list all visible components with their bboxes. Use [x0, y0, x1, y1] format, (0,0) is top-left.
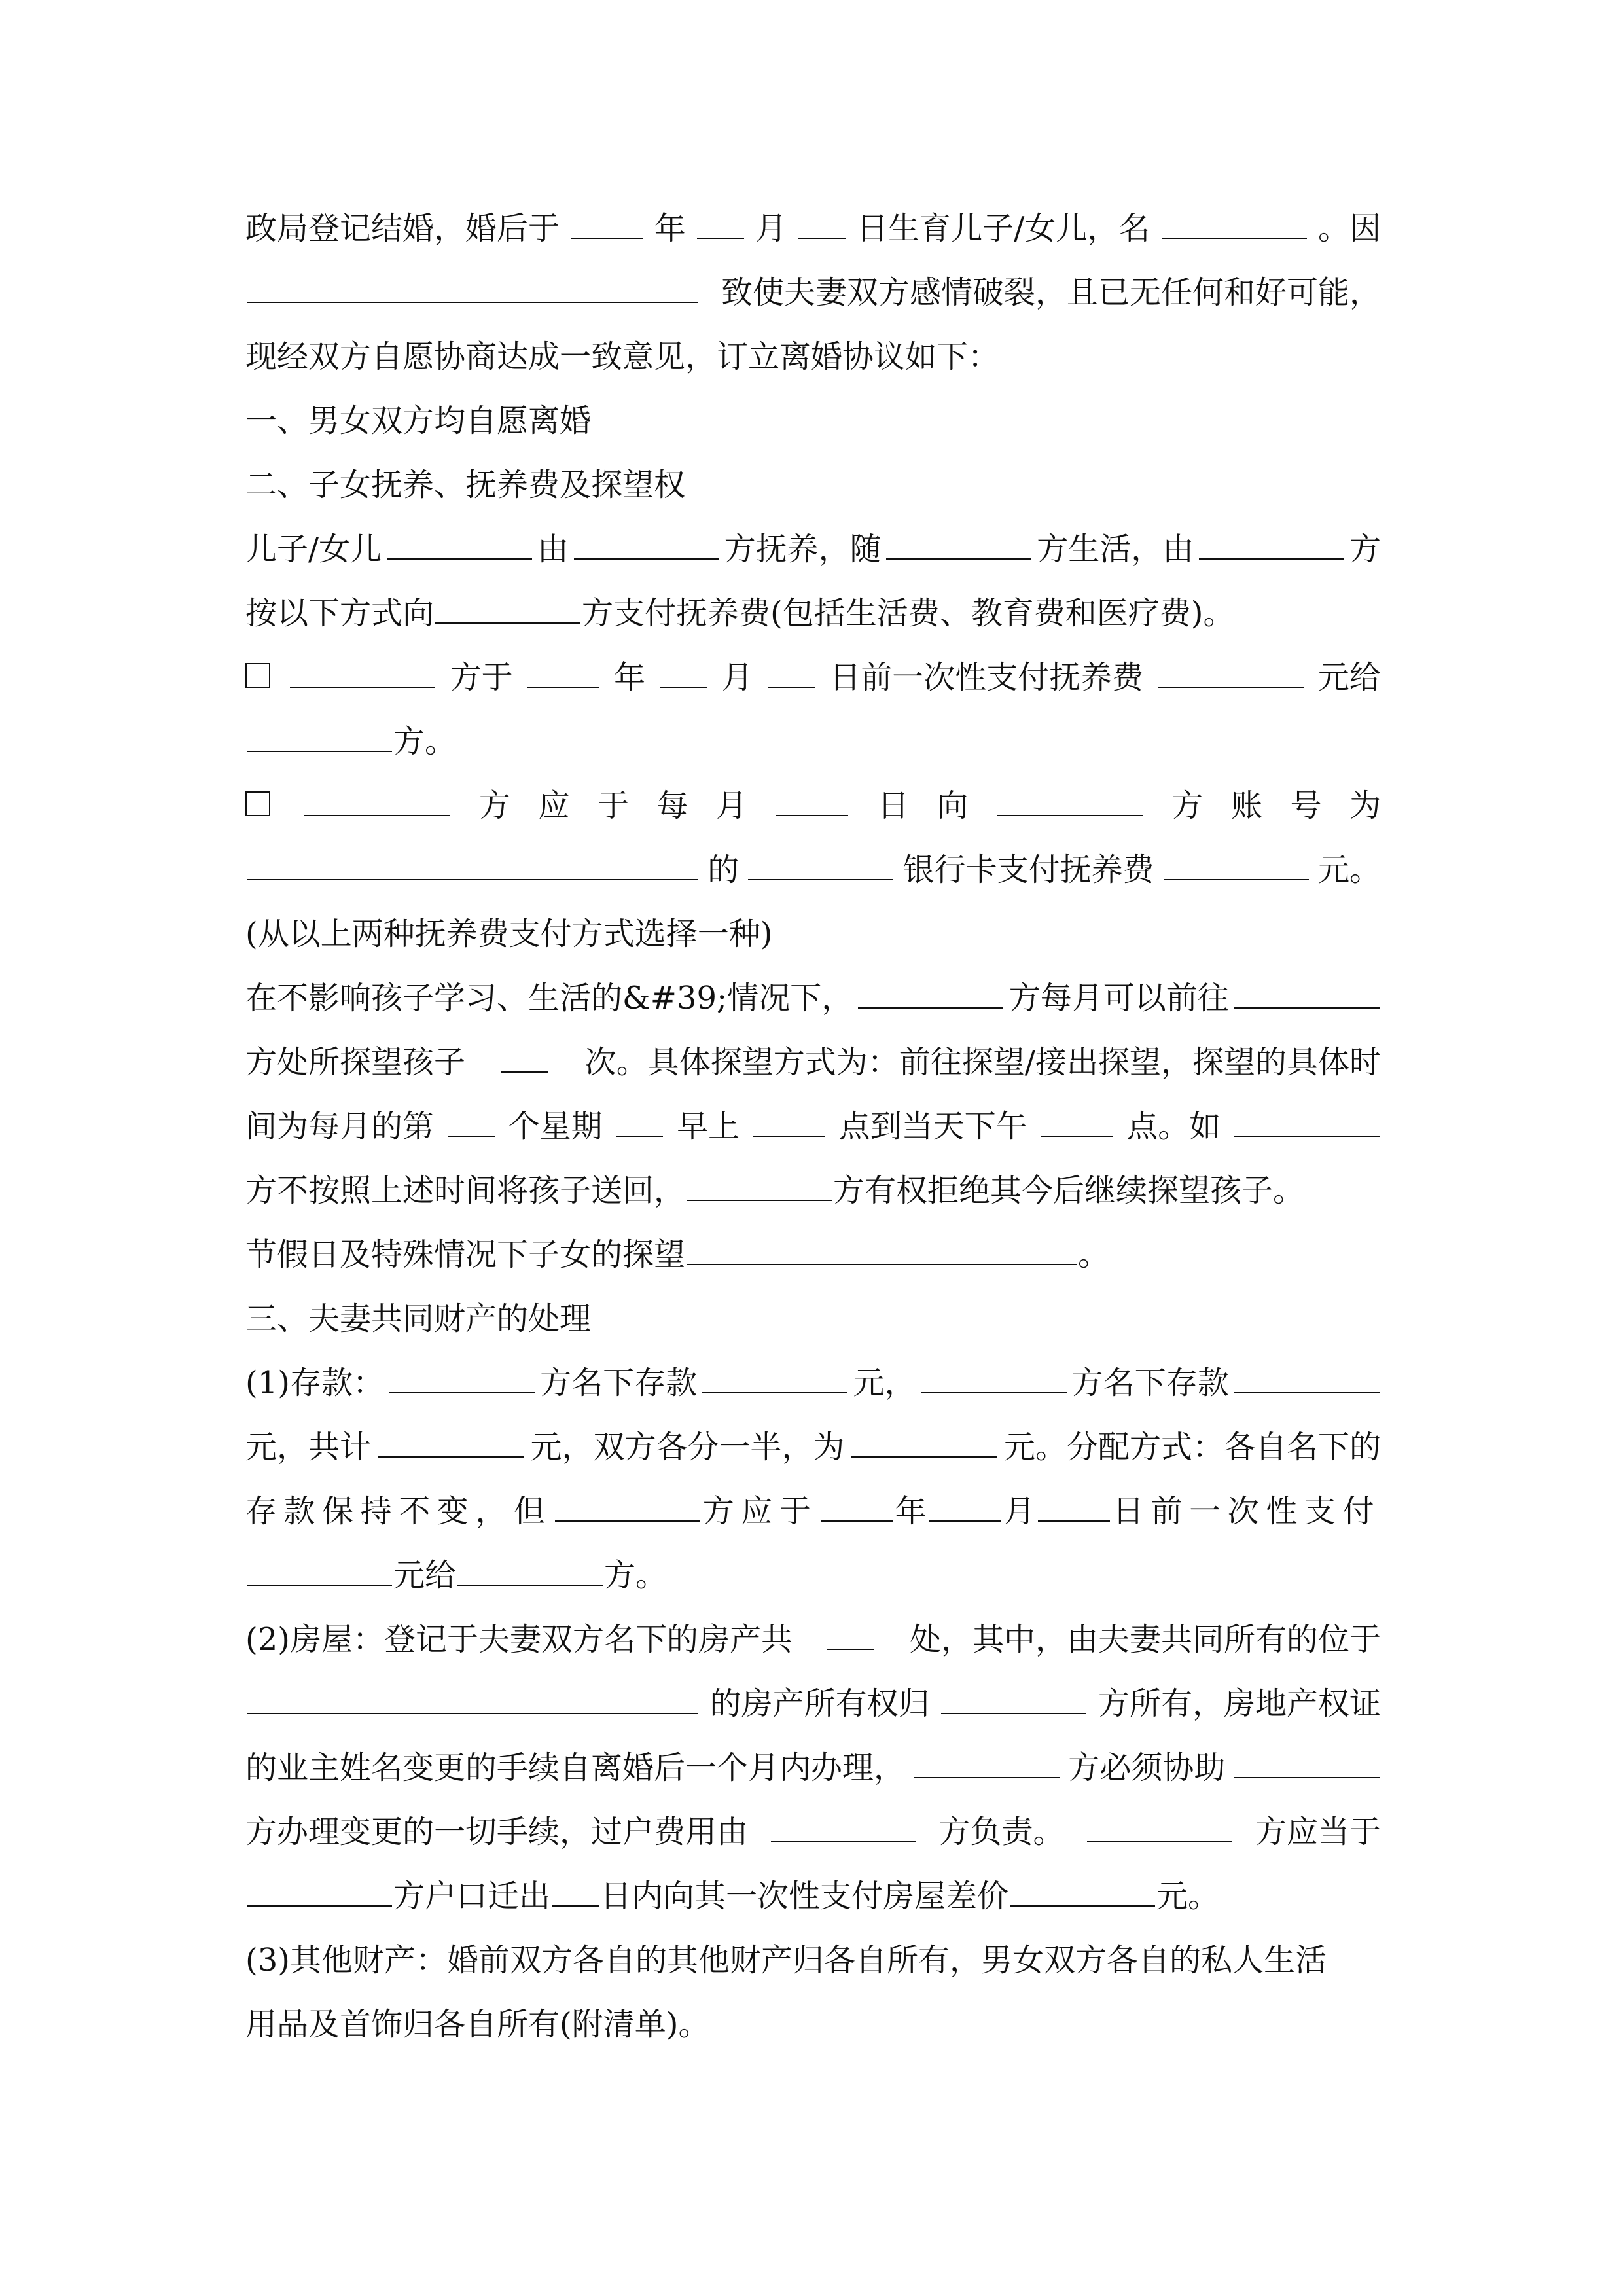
text-segment: 于	[597, 787, 629, 824]
text-segment: 用品及首饰归各自所有(附清单)。	[245, 2006, 710, 2043]
text-segment: 年	[654, 210, 686, 247]
section-heading	[245, 453, 1381, 517]
text-segment: 点到当天下午	[838, 1108, 1027, 1145]
blank-field	[1234, 967, 1380, 1009]
blank-field	[921, 1352, 1067, 1393]
text-segment: 方必须协助	[1068, 1749, 1226, 1786]
blank-property-address	[247, 1672, 698, 1714]
text-segment: 日前一次性支付抚养费	[829, 659, 1144, 696]
text-line	[245, 966, 1381, 1030]
blank-field	[771, 1801, 916, 1842]
text-line	[245, 196, 1381, 260]
text-segment: 元，	[853, 1365, 916, 1401]
text-line	[245, 1543, 1381, 1607]
blank-reason	[247, 261, 698, 303]
text-segment: 。因	[1317, 210, 1381, 247]
blank-field	[435, 582, 580, 624]
text-segment: (2)房屋：登记于夫妻双方名下的房产共	[245, 1621, 793, 1658]
text-segment: (3)其他财产：婚前双方各自的其他财产归各自所有，男女双方各自的私人生活	[245, 1942, 1327, 1979]
text-segment: 每	[656, 787, 688, 824]
blank-half	[851, 1416, 997, 1458]
text-segment: 元给	[393, 1557, 457, 1594]
text-segment: 账	[1230, 787, 1262, 824]
text-segment: 方	[1171, 787, 1204, 824]
blank-day	[798, 197, 846, 239]
text-segment: 方生活，由	[1037, 531, 1194, 567]
text-line	[245, 838, 1381, 902]
text-segment: 银行卡支付抚养费	[902, 852, 1154, 888]
text-segment: 月	[715, 787, 747, 824]
text-segment: (1)存款：	[245, 1365, 384, 1401]
blank-bank-name	[748, 838, 893, 880]
text-line	[245, 709, 1381, 774]
text-line	[245, 1415, 1381, 1479]
blank-start-hour	[753, 1095, 825, 1137]
text-segment: (从以上两种抚养费支付方式选择一种)	[245, 916, 773, 952]
text-segment: 方名下存款	[540, 1365, 698, 1401]
text-segment: 元。	[1317, 852, 1381, 888]
section-heading	[245, 1287, 1381, 1351]
text-segment: 号	[1290, 787, 1322, 824]
text-segment: 在不影响孩子学习、生活的&#39;情况下，	[245, 980, 853, 1016]
text-segment: 日前一次性支付	[1113, 1493, 1381, 1530]
section-heading	[245, 389, 1381, 453]
text-segment: 元给	[1317, 659, 1381, 696]
text-line	[245, 260, 1381, 325]
text-segment: 应	[538, 787, 570, 824]
text-line	[245, 1094, 1381, 1158]
text-segment: 现经双方自愿协商达成一致意见，订立离婚协议如下：	[245, 338, 1000, 375]
text-segment: 早上	[677, 1108, 740, 1145]
agreement-body	[245, 196, 1381, 2056]
blank-field	[941, 1672, 1086, 1714]
blank-month	[660, 646, 707, 688]
text-segment: 节假日及特殊情况下子女的探望	[245, 1236, 686, 1273]
blank-amount	[1234, 1352, 1380, 1393]
blank-field	[1087, 1801, 1232, 1842]
text-segment: 方名下存款	[1071, 1365, 1229, 1401]
blank-holiday-arrangement	[687, 1223, 1077, 1265]
text-line	[245, 645, 1381, 709]
text-segment: 年	[614, 659, 646, 696]
blank-count	[501, 1031, 548, 1073]
text-segment: 一、男女双方均自愿离婚	[245, 403, 592, 439]
blank-field	[858, 967, 1003, 1009]
blank-field	[687, 1159, 832, 1201]
blank-day	[776, 774, 848, 816]
text-line	[245, 902, 1381, 966]
text-segment: 政局登记结婚，婚后于	[245, 210, 560, 247]
text-segment: 方应于	[702, 1493, 818, 1530]
text-segment: 儿子/女儿	[245, 531, 382, 567]
blank-field	[997, 774, 1143, 816]
blank-amount	[702, 1352, 847, 1393]
blank-day	[768, 646, 815, 688]
text-segment: 方。	[393, 723, 457, 760]
text-segment: 方有权拒绝其今后继续探望孩子。	[833, 1172, 1305, 1209]
text-segment: 方处所探望孩子	[245, 1044, 466, 1081]
blank-weekday	[616, 1095, 663, 1137]
blank-count	[827, 1608, 874, 1650]
text-segment: 方抚养，随	[724, 531, 882, 567]
text-segment: 方于	[450, 659, 513, 696]
blank-field	[290, 646, 435, 688]
payment-option-checkbox[interactable]	[245, 791, 270, 816]
text-segment: 日生育儿子/女儿，名	[857, 210, 1150, 247]
text-segment: 。	[1078, 1236, 1110, 1273]
blank-month	[697, 197, 744, 239]
blank-field	[574, 518, 719, 560]
text-segment: 二、子女抚养、抚养费及探望权	[245, 467, 686, 503]
blank-field	[457, 1544, 603, 1586]
text-segment: 方每月可以前往	[1008, 980, 1229, 1016]
text-segment: 元。	[1156, 1878, 1220, 1914]
blank-year	[527, 646, 599, 688]
text-segment: 元，双方各分一半，为	[530, 1429, 845, 1465]
payment-option-checkbox[interactable]	[245, 663, 270, 688]
blank-account-number	[247, 838, 698, 880]
blank-month	[929, 1480, 1001, 1522]
text-line	[245, 1479, 1381, 1543]
text-line	[245, 581, 1381, 645]
text-line	[245, 1864, 1381, 1928]
text-segment: 存款保持不变，但	[245, 1493, 552, 1530]
blank-day	[1038, 1480, 1110, 1522]
text-segment: 方	[1349, 531, 1381, 567]
blank-amount	[1164, 838, 1309, 880]
text-line	[245, 1223, 1381, 1287]
text-segment: 月	[1003, 1493, 1035, 1530]
text-line	[245, 1351, 1381, 1415]
text-line	[245, 325, 1381, 389]
text-segment: 方办理变更的一切手续，过户费用由	[245, 1814, 749, 1850]
text-segment: 月	[755, 210, 787, 247]
text-segment: 方应当于	[1255, 1814, 1381, 1850]
text-line	[245, 774, 1381, 838]
text-segment: 间为每月的第	[245, 1108, 435, 1145]
text-segment: 个星期	[508, 1108, 603, 1145]
blank-field	[247, 1865, 392, 1907]
text-segment: 的业主姓名变更的手续自离婚后一个月内办理，	[245, 1749, 906, 1786]
text-line	[245, 1607, 1381, 1672]
blank-amount	[247, 1544, 392, 1586]
blank-field	[387, 518, 532, 560]
text-segment: 日	[877, 787, 909, 824]
blank-days	[552, 1865, 599, 1907]
text-segment: 方不按照上述时间将孩子送回，	[245, 1172, 686, 1209]
blank-amount	[1010, 1865, 1155, 1907]
text-segment: 由	[537, 531, 569, 567]
text-line	[245, 1928, 1381, 1992]
text-segment: 元。分配方式：各自名下的	[1003, 1429, 1381, 1465]
blank-field	[886, 518, 1031, 560]
text-segment: 月	[721, 659, 753, 696]
blank-field	[1234, 1095, 1380, 1137]
text-line	[245, 517, 1381, 581]
text-segment: 致使夫妻双方感情破裂，且已无任何和好可能，	[721, 274, 1381, 311]
blank-field	[1199, 518, 1344, 560]
text-line	[245, 1030, 1381, 1094]
blank-field	[914, 1736, 1060, 1778]
blank-year	[571, 197, 643, 239]
text-line	[245, 1992, 1381, 2056]
blank-end-hour	[1041, 1095, 1113, 1137]
blank-total	[378, 1416, 524, 1458]
text-line	[245, 1800, 1381, 1864]
text-segment: 三、夫妻共同财产的处理	[245, 1300, 592, 1337]
blank-field	[389, 1352, 535, 1393]
blank-field	[555, 1480, 700, 1522]
text-segment: 方	[478, 787, 510, 824]
blank-child-name	[1162, 197, 1307, 239]
text-segment: 方负责。	[938, 1814, 1065, 1850]
blank-year	[821, 1480, 893, 1522]
text-line	[245, 1672, 1381, 1736]
text-segment: 按以下方式向	[245, 595, 435, 632]
text-segment: 的房产所有权归	[709, 1685, 930, 1722]
text-segment: 元，共计	[245, 1429, 372, 1465]
text-segment: 年	[895, 1493, 927, 1530]
text-segment: 方支付抚养费(包括生活费、教育费和医疗费)。	[582, 595, 1235, 632]
blank-amount	[1158, 646, 1304, 688]
text-segment: 点。如	[1126, 1108, 1221, 1145]
text-line	[245, 1158, 1381, 1223]
text-segment: 次。具体探望方式为：前往探望/接出探望，探望的具体时	[584, 1044, 1381, 1081]
text-segment: 为	[1349, 787, 1381, 824]
text-segment: 方所有，房地产权证	[1097, 1685, 1381, 1722]
blank-week	[448, 1095, 495, 1137]
blank-field	[247, 710, 392, 752]
text-segment: 日内向其一次性支付房屋差价	[600, 1878, 1009, 1914]
text-segment: 向	[936, 787, 969, 824]
text-segment: 处，其中，由夫妻共同所有的位于	[909, 1621, 1381, 1658]
blank-field	[304, 774, 450, 816]
text-segment: 方。	[604, 1557, 668, 1594]
text-line	[245, 1736, 1381, 1800]
text-segment: 的	[707, 852, 740, 888]
blank-field	[1234, 1736, 1380, 1778]
text-segment: 方户口迁出	[393, 1878, 551, 1914]
